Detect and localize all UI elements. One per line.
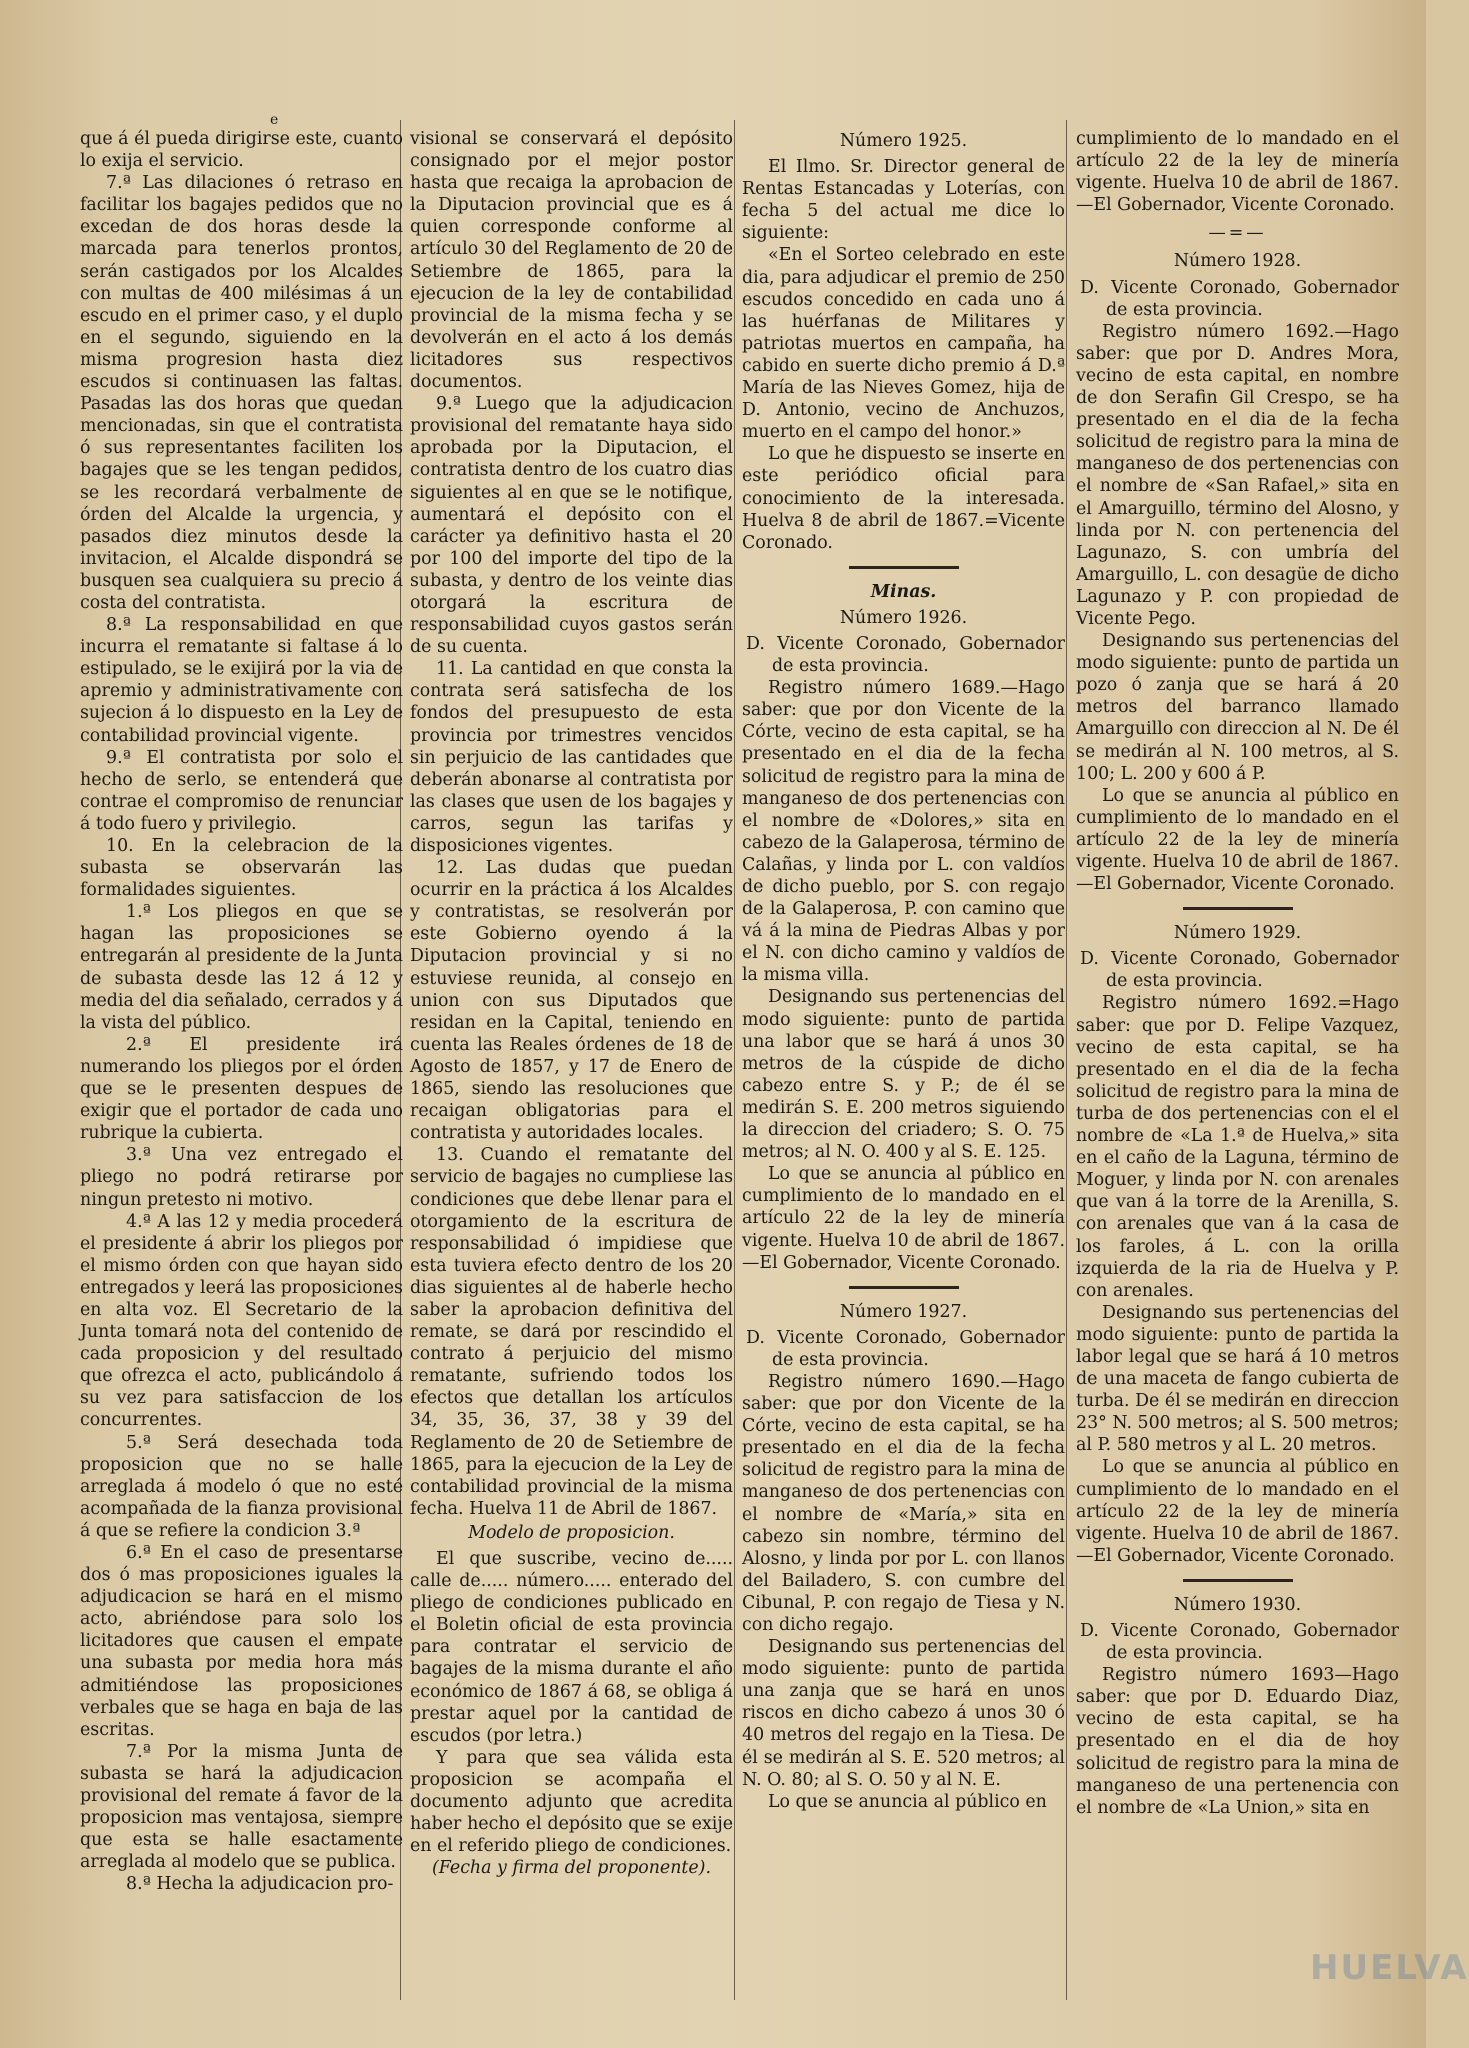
paragraph: El que suscribe, vecino de..... calle de..... número..... enterado del pliego de condiciones publicado en el Boletin oficial de esta provincia para contratar el servicio de bagajes de la misma durante el año económico de 1867 á 68, se obliga á prestar aquel por la cantidad de escudos (por letra.) (410, 1549, 733, 1746)
column-4 (1076, 128, 1399, 1819)
paragraph: Registro número 1693—Hago saber: que por D. Eduardo Diaz, vecino de esta capital, se ha presentado en el dia de hoy solicitud de registro para la mina de manganeso de una pertenencia con el nombre de «La Union,» sita en (1076, 1665, 1399, 1818)
signature-line: (Fecha y firma del proponente). (432, 1858, 711, 1879)
paragraph: Designando sus pertenencias del modo siguiente: punto de partida un pozo ó zanja que se hará á 20 metros del barranco llamado Amarguillo con direccion al N. De él se medirán al N. 100 metros, al S. 100; L. 200 y 600 á P. (1076, 631, 1399, 784)
paragraph: Lo que he dispuesto se inserte en este periódico oficial para conocimiento de la interesada. Huelva 8 de abril de 1867.=Vicente Coronado. (742, 444, 1065, 553)
paragraph: 5.ª Será desechada toda proposicion que no se halle arreglada á modelo ó que no esté acompañada de la fianza provisional á que se refiere la condicion 3.ª (80, 1432, 403, 1541)
section-subheading: Modelo de proposicion. (468, 1522, 675, 1543)
notice-heading: Número 1930. (1173, 1594, 1302, 1615)
notice-heading: Número 1929. (1173, 923, 1302, 944)
column-rule (734, 120, 735, 2000)
paragraph: cumplimiento de lo mandado en el artículo 22 de la ley de minería vigente. Huelva 10 de abril de 1867.—El Gobernador, Vicente Coronado. (1076, 129, 1399, 216)
paragraph: 8.ª La responsabilidad en que incurra el rematante si faltase á lo estipulado, se le exijirá por la via de apremio y administrativamente con sujecion á lo dispuesto en la Ley de contabilidad provincial vigente. (80, 615, 403, 746)
column-rule (1066, 120, 1067, 2000)
governor-line: D. Vicente Coronado, Gobernador de esta provincia. (746, 633, 1065, 677)
governor-line: D. Vicente Coronado, Gobernador de esta provincia. (1080, 277, 1399, 320)
paragraph: 3.ª Una vez entregado el pliego no podrá retirarse por ningun pretesto ni motivo. (80, 1145, 403, 1210)
paragraph: Lo que se anuncia al público en cumplimiento de lo mandado en el artículo 22 de la ley de minería vigente. Huelva 10 de abril de 1867.—El Gobernador, Vicente Coronado. (1076, 1457, 1399, 1566)
notice-heading: Número 1927. (839, 1301, 968, 1322)
paragraph: 9.ª El contratista por solo el hecho de serlo, se entenderá que contrae el compromiso de renunciar á todo fuero y privilegio. (80, 747, 403, 834)
paragraph: Y para que sea válida esta proposicion se acompaña el documento adjunto que acredita haber hecho el depósito que se exije en el referido pliego de condiciones. (410, 1747, 733, 1857)
paragraph: 12. Las dudas que puedan ocurrir en la práctica á los Alcaldes y contratistas, se resolverán por este Gobierno oyendo á la Diputacion provincial y si no estuviese reunida, al consejo en union con sus Diputados que residan en la Capital, teniendo en cuenta las Reales órdenes de 18 de Agosto de 1857, y 17 de Enero de 1865, siendo las resoluciones que recaigan obligatorias para el contratista y autoridades locales. (410, 858, 733, 1144)
governor-line: D. Vicente Coronado, Gobernador de esta provincia. (746, 1327, 1065, 1370)
paragraph: 11. La cantidad en que consta la contrata será satisfecha de los fondos del presupuesto de esta provincia por trimestres vencidos sin perjuicio de las cantidades que deberán abonarse al contratista por las clases que usen de los bagajes y carros, segun las tarifas y disposiciones vigentes. (410, 659, 733, 856)
paragraph: «En el Sorteo celebrado en este dia, para adjudicar el premio de 250 escudos concedido en cada uno á las huérfanas de Militares y patriotas muertos en campaña, ha cabido en suerte dicho premio á D.ª María de las Nieves Gomez, hija de D. Antonio, vecino de Anchuzos, muerto en el campo del honor.» (742, 245, 1065, 443)
governor-line: D. Vicente Coronado, Gobernador de esta provincia. (1080, 1621, 1399, 1664)
paragraph: 6.ª En el caso de presentarse dos ó mas proposiciones iguales la adjudicacion se hará en el mismo acto, abriéndose para solo los licitadores que causen el empate una subasta por media hora más admitiéndose las proposiciones verbales que se haga en baja de las escritas. (80, 1543, 403, 1740)
column-1 (80, 128, 403, 1896)
paragraph: Registro número 1689.—Hago saber: que por don Vicente de la Córte, vecino de esta capital, se ha presentado en el dia de la fecha solicitud de registro para la mina de manganeso de dos pertenencias con el nombre de «Dolores,» sita en cabezo de la Galaperosa, término de Calañas, y linda por L. con valdíos de dicho pueblo, por S. con regajo de la Galaperosa, P. con camino que vá á la mina de Piedras Albas y por el N. con dicho camino y valdíos de la misma villa. (742, 678, 1065, 986)
column-2 (410, 128, 733, 1879)
paragraph: 13. Cuando el rematante del servicio de bagajes no cumpliese las condiciones que debe llenar para el otorgamiento de la escritura de responsabilidad ó impidiese que esta tuviera efecto dentro de los 20 dias siguientes al de haberle hecho saber la aprobacion definitiva del remate, se dará por rescindido el contrato á perjuicio del mismo rematante, sufriendo todos los efectos que detallan los artículos 34, 35, 36, 37, 38 y 39 del Reglamento de 20 de Setiembre de 1865, para la ejecucion de la Ley de contabilidad provincial de la misma fecha. Huelva 11 de Abril de 1867. (410, 1145, 733, 1519)
notice-heading: Número 1926. (839, 607, 968, 628)
paragraph: Registro número 1690.—Hago saber: que por don Vicente de la Córte, vecino de esta capital, se ha presentado en el dia de la fecha solicitud de registro para la mina de manganeso de dos pertenencias con el nombre de «María,» sita en cabezo sin nombre, término del Alosno, y linda por por L. con llanos del Bailadero, S. con cumbre del Cibunal, P. con regajo de Tiesa y N. con dicho regajo. (742, 1371, 1065, 1635)
paragraph: El Ilmo. Sr. Director general de Rentas Estancadas y Loterías, con fecha 5 del actual me dice lo siguiente: (742, 157, 1065, 244)
divider (1183, 907, 1293, 910)
section-heading: Minas. (870, 581, 937, 602)
paragraph: Lo que se anuncia al público en cumplimiento de lo mandado en el artículo 22 de la ley de minería vigente. Huelva 10 de abril de 1867.—El Gobernador, Vicente Coronado. (1076, 785, 1399, 895)
paragraph: 2.ª El presidente irá numerando los pliegos por el órden que se le presenten despues de exigir que el portador de cada uno rubrique la cubierta. (80, 1034, 403, 1144)
watermark-logo: HUELVA (1310, 1948, 1469, 1988)
paragraph: 7.ª Por la misma Junta de subasta se hará la adjudicacion provisional del remate á favor de la proposicion mas ventajosa, siempre que esta se halle esactamente arreglada al modelo que se publica. (80, 1741, 403, 1873)
paragraph: 10. En la celebracion de la subasta se observarán las formalidades siguientes. (80, 836, 403, 901)
page-mark: e (270, 112, 279, 128)
paragraph: Designando sus pertenencias del modo siguiente: punto de partida una labor que se hará á unos 30 metros de la cúspide de dicho cabezo entre S. y P.; de él se medirán S. E. 200 metros siguiendo la direccion del criadero; S. O. 75 metros; al N. O. 400 y al S. E. 125. (742, 987, 1065, 1163)
paragraph: 4.ª A las 12 y media procederá el presidente á abrir los pliegos por el mismo órden con que hayan sido entregados y leerá las proposiciones en alta voz. El Secretario de la Junta tomará nota del contenido de cada proposicion y del resultado que ofrezca el acto, publicándolo á su vez para satisfaccion de los concurrentes. (80, 1211, 403, 1431)
paragraph: que á él pueda dirigirse este, cuanto lo exija el servicio. (80, 129, 403, 172)
paragraph: Registro número 1692.—Hago saber: que por D. Andres Mora, vecino de esta capital, en nombre de don Serafin Gil Crespo, se ha presentado en el dia de la fecha solicitud de registro para la mina de manganeso de dos pertenencias con el nombre de «San Rafael,» sita en el Amarguillo, término del Alosno, y linda por N. con pertenencia del Lagunazo, S. con umbría del Amarguillo, L. con desagüe de dicho Lagunazo y P. con propiedad de Vicente Pego. (1076, 321, 1399, 629)
paragraph: 8.ª Hecha la adjudicacion pro- (126, 1874, 394, 1895)
paragraph: 9.ª Luego que la adjudicacion provisional del rematante haya sido aprobada por la Diputacion, el contratista dentro de los cuatro dias siguientes al en que se le notifique, aumentará el depósito con el carácter ya definitivo hasta el 20 por 100 del importe del tipo de la subasta, y dentro de los veinte dias otorgará la escritura de responsabilidad cuyos gastos serán de su cuenta. (410, 394, 733, 658)
divider (849, 566, 959, 569)
notice-heading: Número 1928. (1173, 251, 1302, 272)
separator: —=— (1208, 223, 1267, 244)
notice-heading: Número 1925. (839, 131, 968, 151)
paragraph: Designando sus pertenencias del modo siguiente: punto de partida una zanja que se hará en unos riscos en dicho cabezo á unos 30 ó 40 metros del regajo en la Tiesa. De él se medirán al S. E. 520 metros; al N. O. 80; al S. O. 50 y al N. E. (742, 1637, 1065, 1790)
paragraph: Lo que se anuncia al público en (768, 1791, 1047, 1812)
divider (849, 1286, 959, 1289)
paragraph: Designando sus pertenencias del modo siguiente: punto de partida la labor legal que se hará á 10 metros de una maceta de fango cubierta de turba. De él se medirán en direccion 23° N. 500 metros; al S. 500 metros; al P. 580 metros y al L. 20 metros. (1076, 1302, 1399, 1456)
paragraph: Lo que se anuncia al público en cumplimiento de lo mandado en el artículo 22 de la ley de minería vigente. Huelva 10 de abril de 1867.—El Gobernador, Vicente Coronado. (742, 1164, 1065, 1273)
divider (1183, 1579, 1293, 1582)
paragraph: 1.ª Los pliegos en que se hagan las proposiciones se entregarán al presidente de la Junta de subasta desde las 12 á 12 y media del dia señalado, cerrados y á la vista del público. (80, 902, 403, 1033)
paragraph: visional se conservará el depósito consignado por el mejor postor hasta que recaiga la aprobacion de la Diputacion provincial que es á quien corresponde conforme al artículo 30 del Reglamento de 20 de Setiembre de 1865, para la ejecucion de la ley de contabilidad provincial de la misma fecha y se devolverán en el acto á los demás licitadores sus respectivos documentos. (410, 129, 733, 393)
governor-line: D. Vicente Coronado, Gobernador de esta provincia. (1080, 949, 1399, 992)
paragraph: Registro número 1692.=Hago saber: que por D. Felipe Vazquez, vecino de esta capital, se ha presentado en el dia de la fecha solicitud de registro para la mina de turba de dos pertenencias con el el nombre de «La 1.ª de Huelva,» sita en el caño de la Laguna, término de Moguer, y linda por N. con arenales que van á la torre de la Arenilla, S. con arenales que van á la casa de los faroles, á L. con la orilla izquierda de la ria de Huelva y P. con arenales. (1076, 993, 1399, 1301)
paragraph: 7.ª Las dilaciones ó retraso en facilitar los bagajes pedidos que no excedan de dos horas desde la marcada para tenerlos prontos, serán castigados por los Alcaldes con multas de 400 milésimas á un escudo en el primer caso, y el duplo en el segundo, siguiendo en la misma progresion hasta diez escudos si continuasen las faltas. Pasadas las dos horas que quedan mencionadas, sin que el contratista ó sus representantes faciliten los bagajes que se les tengan pedidos, se les recordará verbalmente de órden del Alcalde la urgencia, y pasados diez minutos desde la invitacion, el Alcalde dispondrá se busquen sea cualquiera su precio á costa del contratista. (80, 173, 403, 613)
column-3 (742, 128, 1065, 1813)
